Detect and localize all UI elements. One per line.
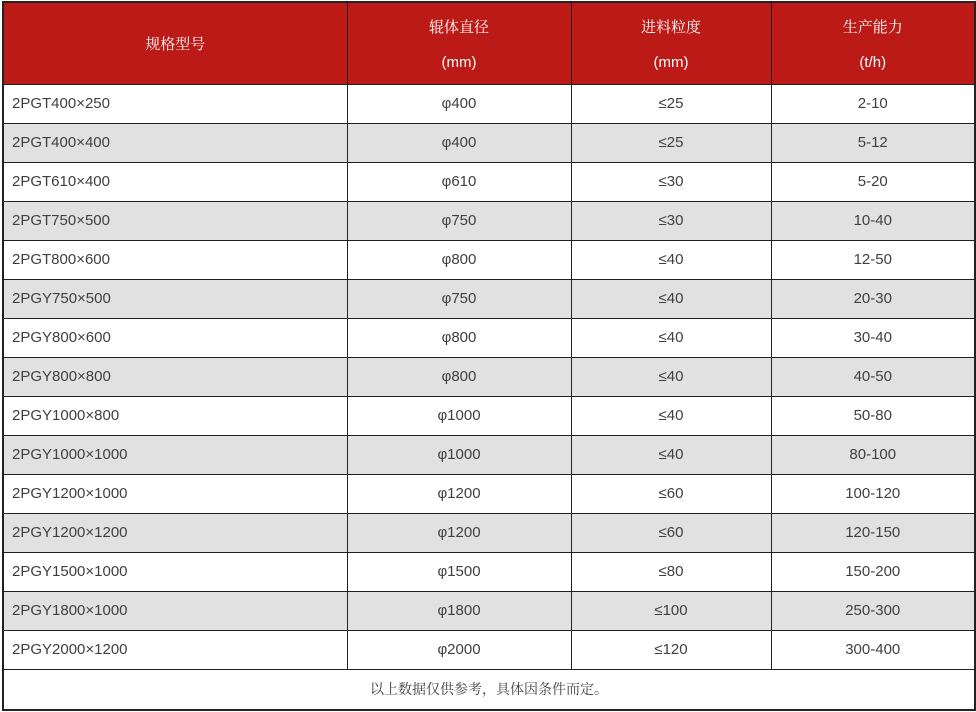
value-cell: ≤80 [571,552,771,591]
table-row [3,474,975,513]
col-header-roller-diameter [347,2,571,84]
value-cell: 100-120 [771,474,975,513]
value-cell: 80-100 [771,435,975,474]
header-row [3,2,975,84]
value-cell: ≤40 [571,279,771,318]
value-cell: ≤40 [571,240,771,279]
spec-table-footer [3,669,975,710]
value-cell: 12-50 [771,240,975,279]
value-cell: ≤40 [571,435,771,474]
model-cell: 2PGY1000×1000 [3,435,347,474]
value-cell: 20-30 [771,279,975,318]
table-row [3,279,975,318]
spec-table-header [3,2,975,84]
table-row [3,123,975,162]
value-cell: ≤30 [571,162,771,201]
table-row [3,435,975,474]
model-cell: 2PGY1200×1200 [3,513,347,552]
value-cell: ≤60 [571,474,771,513]
value-cell: φ800 [347,357,571,396]
table-row [3,162,975,201]
value-cell: φ400 [347,123,571,162]
col-header-capacity-unit: (t/h) [859,53,887,71]
table-row [3,84,975,123]
col-header-roller-diameter-label: 辊体直径 [428,18,489,36]
spec-table-body [3,84,975,669]
model-cell: 2PGT610×400 [3,162,347,201]
col-header-feed-size [571,2,771,84]
value-cell: ≤30 [571,201,771,240]
value-cell: φ1800 [347,591,571,630]
table-row [3,357,975,396]
table-row [3,396,975,435]
spec-table [2,1,976,711]
value-cell: ≤120 [571,630,771,669]
table-row [3,201,975,240]
value-cell: 5-12 [771,123,975,162]
value-cell: φ1500 [347,552,571,591]
value-cell: 2-10 [771,84,975,123]
table-row [3,591,975,630]
table-row [3,513,975,552]
value-cell: ≤100 [571,591,771,630]
value-cell: 150-200 [771,552,975,591]
model-cell: 2PGY1800×1000 [3,591,347,630]
col-header-capacity [771,2,975,84]
note-row [3,669,975,710]
model-cell: 2PGT400×250 [3,84,347,123]
value-cell: 250-300 [771,591,975,630]
value-cell: 5-20 [771,162,975,201]
value-cell: 50-80 [771,396,975,435]
value-cell: φ1000 [347,435,571,474]
model-cell: 2PGY1000×800 [3,396,347,435]
table-note: 以上数据仅供参考，具体因条件而定。 [3,669,975,710]
value-cell: φ800 [347,240,571,279]
value-cell: 300-400 [771,630,975,669]
value-cell: φ800 [347,318,571,357]
col-header-model-label: 规格型号 [145,35,206,53]
value-cell: φ400 [347,84,571,123]
model-cell: 2PGY1500×1000 [3,552,347,591]
value-cell: 30-40 [771,318,975,357]
model-cell: 2PGY1200×1000 [3,474,347,513]
model-cell: 2PGT400×400 [3,123,347,162]
value-cell: 120-150 [771,513,975,552]
value-cell: 40-50 [771,357,975,396]
value-cell: ≤60 [571,513,771,552]
model-cell: 2PGT750×500 [3,201,347,240]
value-cell: 10-40 [771,201,975,240]
value-cell: φ610 [347,162,571,201]
col-header-feed-size-label: 进料粒度 [640,18,701,36]
col-header-feed-size-unit: (mm) [653,53,689,71]
table-row [3,552,975,591]
table-row [3,318,975,357]
value-cell: ≤25 [571,84,771,123]
model-cell: 2PGY750×500 [3,279,347,318]
value-cell: ≤40 [571,396,771,435]
model-cell: 2PGY800×800 [3,357,347,396]
value-cell: φ1200 [347,474,571,513]
table-row [3,630,975,669]
model-cell: 2PGY2000×1200 [3,630,347,669]
col-header-model [3,2,347,84]
value-cell: φ750 [347,279,571,318]
model-cell: 2PGY800×600 [3,318,347,357]
value-cell: φ1000 [347,396,571,435]
value-cell: ≤40 [571,357,771,396]
col-header-capacity-label: 生产能力 [842,18,903,36]
value-cell: φ2000 [347,630,571,669]
value-cell: φ750 [347,201,571,240]
table-row [3,240,975,279]
model-cell: 2PGT800×600 [3,240,347,279]
value-cell: ≤40 [571,318,771,357]
col-header-roller-diameter-unit: (mm) [441,53,477,71]
value-cell: φ1200 [347,513,571,552]
value-cell: ≤25 [571,123,771,162]
